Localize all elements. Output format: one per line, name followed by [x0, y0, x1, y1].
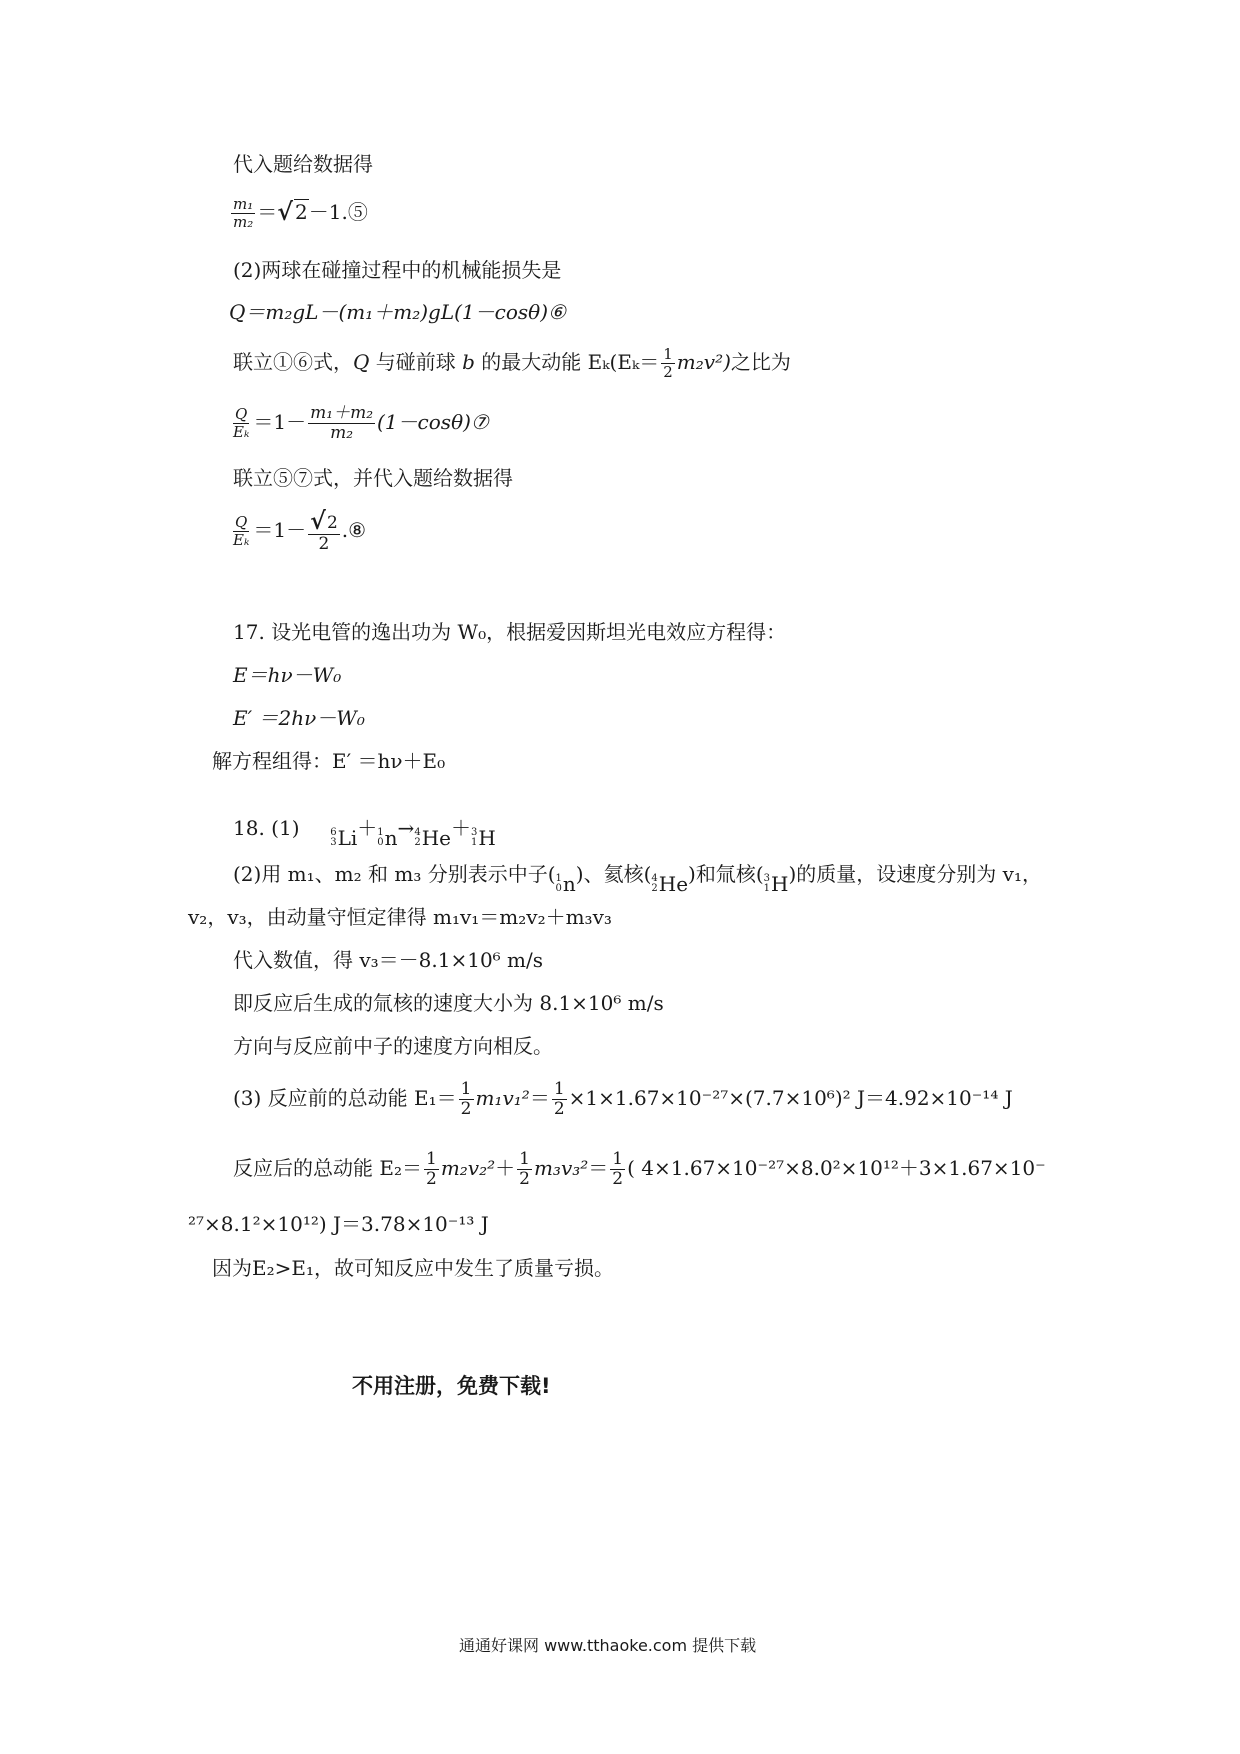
fraction: $\frac{1}{2}$ [553, 1079, 565, 1119]
sqrt-symbol: √ [277, 196, 294, 226]
fraction: $\frac{1}{2}$ [460, 1079, 472, 1119]
text-line: 联立①⑥式，Q 与碰前球 b 的最大动能 Eₖ(Eₖ＝ $\frac{1}{2}$ m₂v²)之比为 [233, 345, 791, 381]
text-line: 代入数值，得 v₃＝－8.1×10⁶ m/s [233, 948, 544, 972]
text-line: 方向与反应前中子的速度方向相反。 [233, 1034, 553, 1058]
fraction: $\frac{1}{2}$ [612, 1149, 624, 1189]
text-line: 解方程组得：E′ ＝hν＋E₀ [212, 749, 446, 773]
fraction: $\frac{\text{m₁＋m₂}}{\text{m₂}}$ [310, 403, 374, 443]
equation-6: Q＝m₂gL－(m₁＋m₂)gL(1－cosθ)⑥ [229, 300, 566, 324]
download-note: 不用注册，免费下载! [352, 1374, 551, 1398]
equation-8: $\frac{Q}{\text{Eₖ}}$ ＝1－ $\frac{√2}{2}$ .⑧ [233, 506, 367, 555]
fraction: $\frac{1}{2}$ [519, 1149, 530, 1189]
sqrt-symbol: √ [310, 506, 326, 535]
nuclide-h: 3 1 H [470, 826, 496, 850]
question-18-part-1: 18. (1) 6 3 Li ＋ 1 0 n → 4 2 He ＋ 3 1 H [233, 816, 496, 850]
fraction: $\frac{Q}{\text{Eₖ}}$ [233, 405, 250, 441]
text-line: 代入题给数据得 [233, 152, 373, 176]
text-line: 联立⑤⑦式，并代入题给数据得 [233, 466, 513, 490]
text-line: v₂，v₃，由动量守恒定律得 m₁v₁＝m₂v₂＋m₃v₃ [188, 905, 612, 929]
fraction: $\frac{1}{2}$ [425, 1149, 437, 1189]
text-line: ²⁷×8.1²×10¹²) J＝3.78×10⁻¹³ J [188, 1212, 489, 1236]
nuclide-he: 4 2 He [414, 826, 451, 850]
text-line: 即反应后生成的氚核的速度大小为 8.1×10⁶ m/s [233, 991, 664, 1015]
text-line: (2)两球在碰撞过程中的机械能损失是 [233, 258, 562, 282]
fraction: $\frac{√2}{2}$ [310, 506, 338, 555]
nuclide-li: 6 3 Li [330, 826, 358, 850]
page-footer: 通通好课网 www.tthaoke.com 提供下载 [459, 1636, 757, 1655]
fraction: $\frac{Q}{\text{Eₖ}}$ [233, 513, 250, 549]
fraction: $\frac{\text{m₁}}{\text{m₂}}$ [233, 195, 254, 231]
equation-line: 反应后的总动能 E₂＝ $\frac{1}{2}$ m₂v₂²＋ $\frac{1}{2}$ m₃v₃²＝ $\frac{1}{2}$ ( 4×1.67×10⁻²⁷×8.0²×10¹²＋3×1.67×10⁻ [233, 1149, 1046, 1189]
equation-5: $\frac{\text{m₁}}{\text{m₂}}$ ＝√ 2－1.⑤ [233, 195, 368, 231]
equation-7: $\frac{Q}{\text{Eₖ}}$ ＝1－ $\frac{\text{m₁＋m₂}}{\text{m₂}}$ (1－cosθ)⑦ [233, 403, 489, 443]
equation-line: (3) 反应前的总动能 E₁＝ $\frac{1}{2}$ m₁v₁²＝ $\frac{1}{2}$ ×1×1.67×10⁻²⁷×(7.7×10⁶)² J＝4.92×10⁻¹⁴ J [233, 1079, 1013, 1119]
text-line: (2)用 m₁、m₂ 和 m₃ 分别表示中子( 1 0 n )、氦核( 4 2 He )和氚核( 3 1 H )的质量，设速度分别为 v₁， [233, 862, 1042, 896]
nuclide-n: 1 0 n [377, 826, 398, 850]
question-17: 17. 设光电管的逸出功为 W₀，根据爱因斯坦光电效应方程得： [233, 620, 787, 644]
text-line: 因为E₂>E₁，故可知反应中发生了质量亏损。 [212, 1256, 614, 1280]
equation: E′ ＝2hν－W₀ [233, 706, 365, 730]
fraction: $\frac{1}{2}$ [663, 345, 673, 381]
equation: E＝hν－W₀ [233, 663, 342, 687]
